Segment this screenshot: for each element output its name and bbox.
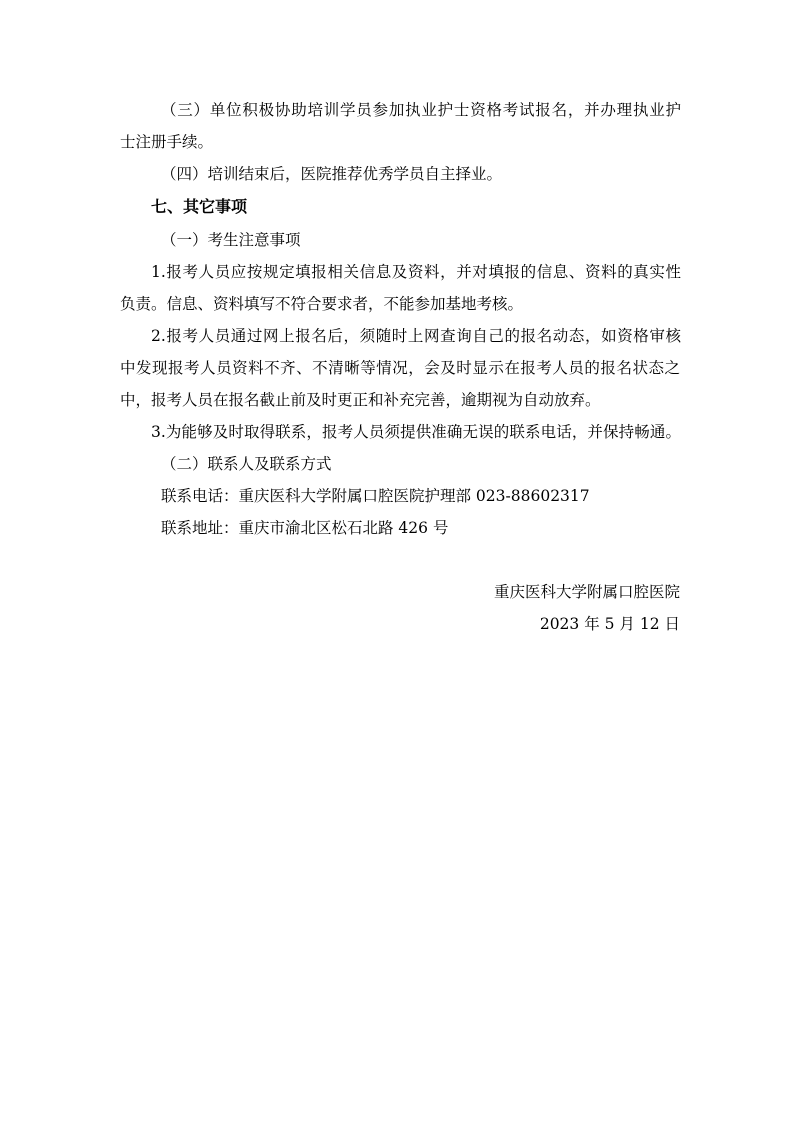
section7-subheading-contact: （二）联系人及联系方式 (161, 455, 332, 473)
section6-item4: （四）培训结束后，医院推荐优秀学员自主择业。 (161, 165, 503, 183)
note1-line1: 1.报考人员应按规定填报相关信息及资料，并对填报的信息、资料的真实性 (151, 263, 681, 281)
section7-subheading-notes: （一）考生注意事项 (161, 231, 301, 249)
note2-line1: 2.报考人员通过网上报名后，须随时上网查询自己的报名动态，如资格审核 (151, 327, 681, 345)
contact-phone: 联系电话：重庆医科大学附属口腔医院护理部 023-88602317 (161, 487, 590, 505)
note1-line2: 负责。信息、资料填写不符合要求者，不能参加基地考核。 (120, 295, 524, 313)
note3-line1: 3.为能够及时取得联系，报考人员须提供准确无误的联系电话，并保持畅通。 (151, 423, 681, 441)
section6-item3-line1: （三）单位积极协助培训学员参加执业护士资格考试报名，并办理执业护 (161, 101, 681, 119)
section7-heading: 七、其它事项 (151, 197, 248, 216)
signature-organization: 重庆医科大学附属口腔医院 (493, 583, 680, 601)
section6-item3-line2: 士注册手续。 (120, 133, 214, 151)
note2-line3: 中，报考人员在报名截止前及时更正和补充完善，逾期视为自动放弃。 (120, 391, 601, 409)
contact-address: 联系地址：重庆市渝北区松石北路 426 号 (161, 519, 449, 537)
signature-date: 2023 年 5 月 12 日 (539, 615, 680, 633)
note2-line2: 中发现报考人员资料不齐、不清晰等情况，会及时显示在报考人员的报名状态之 (120, 359, 680, 377)
